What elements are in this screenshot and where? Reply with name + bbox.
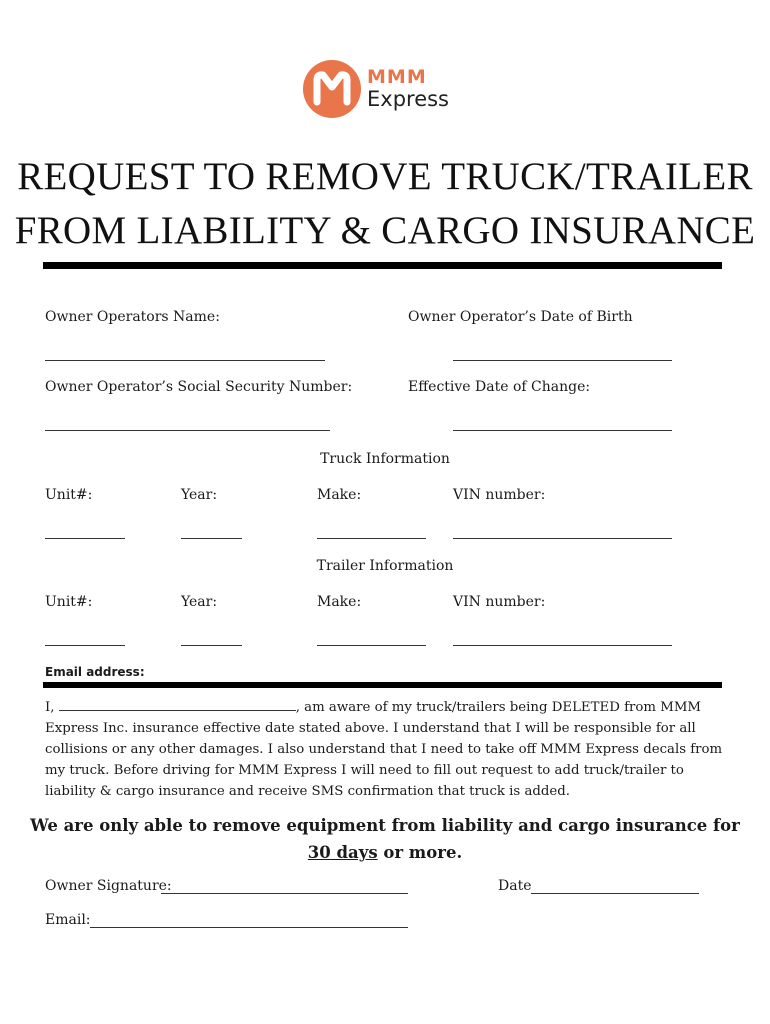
trailer-vin-field[interactable] xyxy=(453,645,672,646)
logo-brand-top: MMM xyxy=(367,66,427,88)
logo-brand-bottom: Express xyxy=(367,87,450,111)
owner-name-label: Owner Operators Name: xyxy=(45,309,220,325)
truck-info-heading: Truck Information xyxy=(320,451,450,467)
email-divider xyxy=(43,682,722,688)
notice-line1: We are only able to remove equipment from liability and cargo insurance for xyxy=(30,816,740,835)
truck-year-label: Year: xyxy=(181,487,218,503)
agreement-prefix: I, xyxy=(45,700,55,715)
page-title-line1: REQUEST TO REMOVE TRUCK/TRAILER xyxy=(17,155,753,198)
truck-make-label: Make: xyxy=(317,487,362,503)
email-address-label: Email address: xyxy=(45,665,145,679)
trailer-unit-label: Unit#: xyxy=(45,594,93,610)
date-field[interactable] xyxy=(531,893,699,894)
email-field[interactable] xyxy=(90,927,408,928)
agreement-paragraph xyxy=(45,697,735,802)
notice-tail: or more. xyxy=(377,843,463,862)
email-label: Email: xyxy=(45,912,91,928)
truck-unit-label: Unit#: xyxy=(45,487,93,503)
trailer-year-field[interactable] xyxy=(181,645,242,646)
trailer-make-label: Make: xyxy=(317,594,362,610)
owner-dob-field[interactable] xyxy=(453,360,672,361)
trailer-info-heading: Trailer Information xyxy=(316,558,454,574)
trailer-unit-field[interactable] xyxy=(45,645,125,646)
agreement-body: , am aware of my truck/trailers being DELETED from MMM Express Inc. insurance effective date stated above. I understand that I will be responsible for all collisions or any other damages. I also understand that I need to take off MMM Express decals from my truck. Before driving for MMM Express I will need to fill out request to add truck/trailer to liability & cargo insurance and receive SMS confirmation that truck is added. xyxy=(45,700,723,799)
date-label: Date xyxy=(498,878,532,894)
owner-dob-label: Owner Operator’s Date of Birth xyxy=(408,309,633,325)
owner-ssn-field[interactable] xyxy=(45,430,330,431)
owner-signature-field[interactable] xyxy=(161,893,408,894)
truck-make-field[interactable] xyxy=(317,538,426,539)
truck-unit-field[interactable] xyxy=(45,538,125,539)
effective-date-label: Effective Date of Change: xyxy=(408,379,591,395)
trailer-make-field[interactable] xyxy=(317,645,426,646)
notice-days: 30 days xyxy=(307,843,378,862)
page-title-line2: FROM LIABILITY & CARGO INSURANCE xyxy=(14,209,756,252)
trailer-year-label: Year: xyxy=(181,594,218,610)
owner-signature-label: Owner Signature: xyxy=(45,878,172,894)
agreement-name-field[interactable] xyxy=(59,698,296,711)
truck-year-field[interactable] xyxy=(181,538,242,539)
logo-m-icon xyxy=(303,60,361,118)
title-divider xyxy=(43,262,722,269)
mmm-express-logo xyxy=(303,60,473,122)
truck-vin-field[interactable] xyxy=(453,538,672,539)
owner-ssn-label: Owner Operator’s Social Security Number: xyxy=(45,379,353,395)
truck-vin-label: VIN number: xyxy=(453,487,546,503)
trailer-vin-label: VIN number: xyxy=(453,594,546,610)
effective-date-field[interactable] xyxy=(453,430,672,431)
removal-notice xyxy=(0,812,770,866)
owner-name-field[interactable] xyxy=(45,360,325,361)
